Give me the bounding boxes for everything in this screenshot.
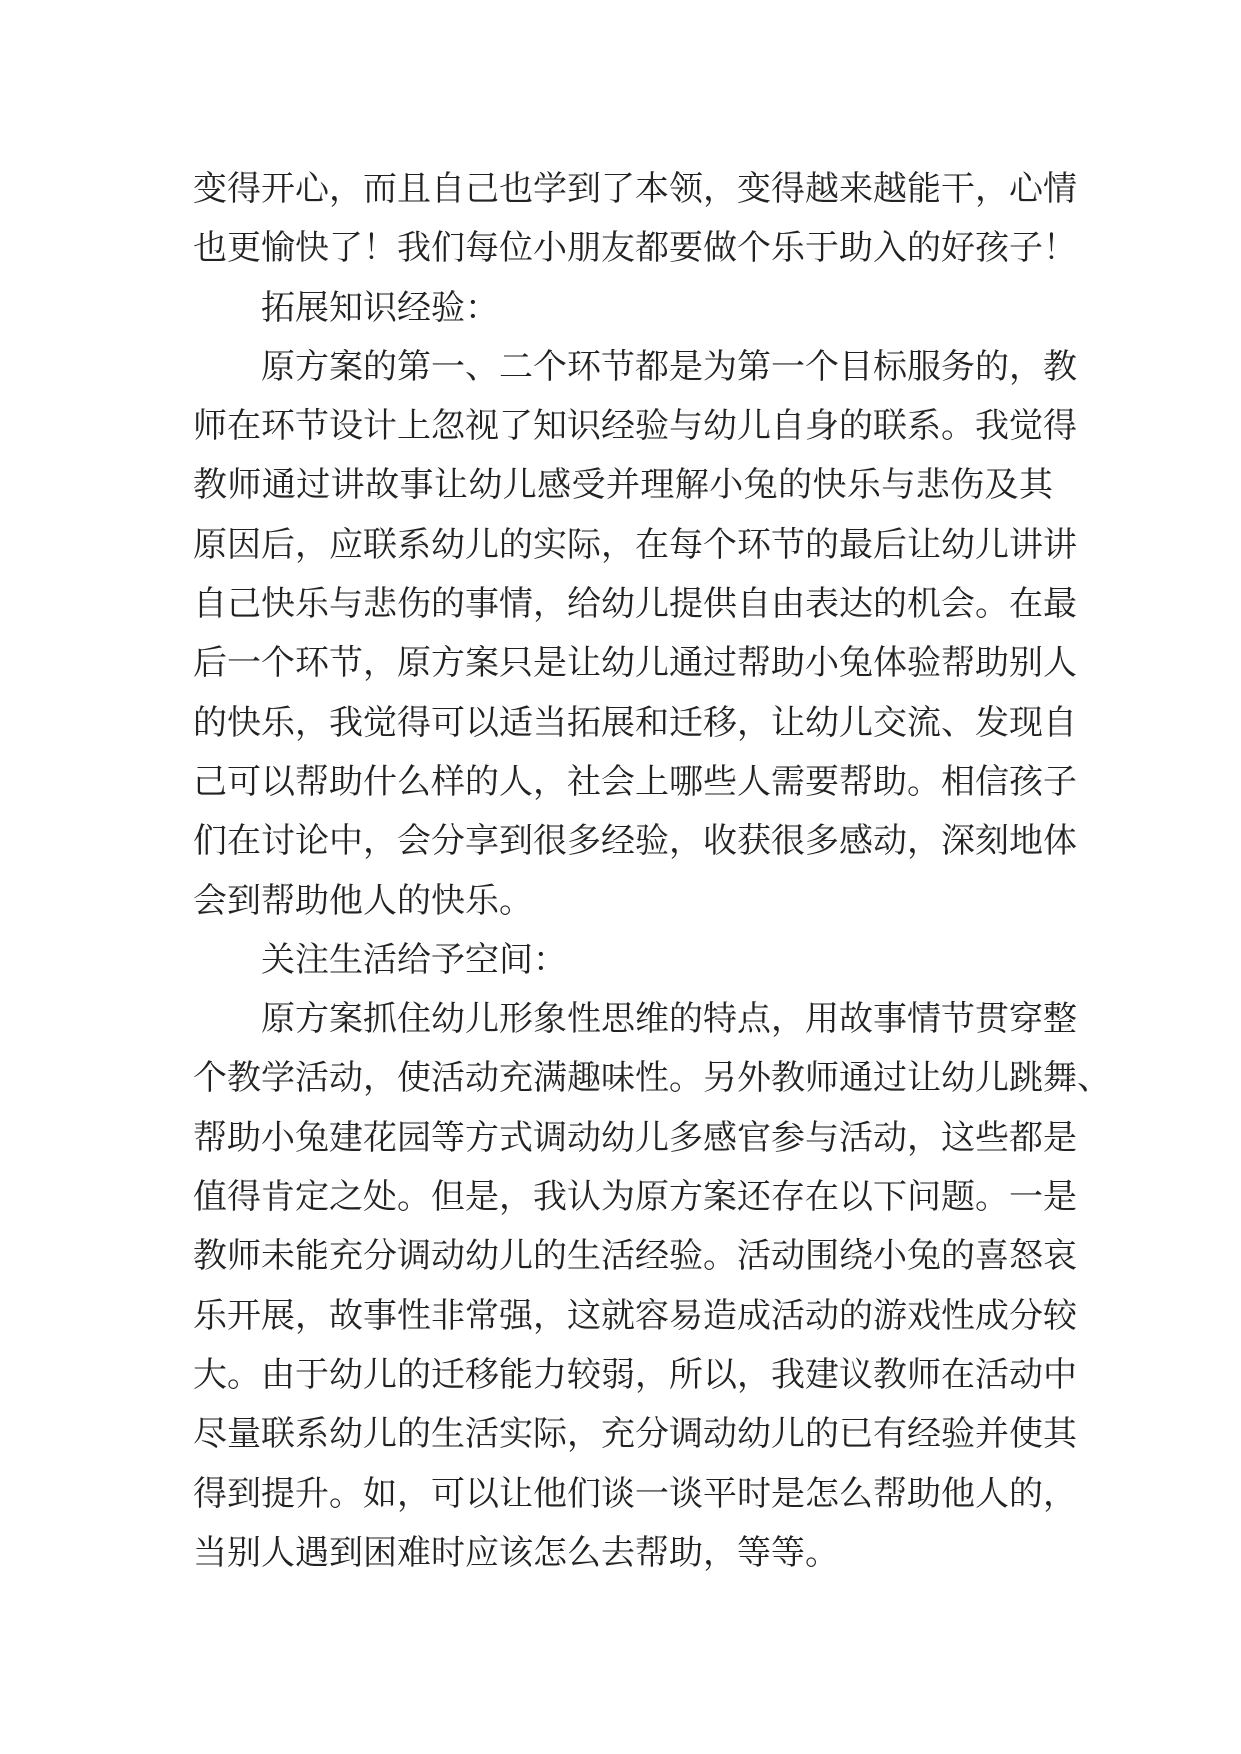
text-line: 后一个环节，原方案只是让幼儿通过帮助小兔体验帮助别人 [193,643,1077,684]
text-line: 大。由于幼儿的迁移能力较弱，所以，我建议教师在活动中 [193,1354,1077,1395]
text-line: 原方案抓住幼儿形象性思维的特点，用故事情节贯穿整 [261,999,1077,1040]
text-line: 得到提升。如，可以让他们谈一谈平时是怎么帮助他人的， [193,1473,1077,1514]
text-line: 教师通过讲故事让幼儿感受并理解小兔的快乐与悲伤及其 [193,465,1053,506]
text-line: 自己快乐与悲伤的事情，给幼儿提供自由表达的机会。在最 [193,584,1077,625]
text-line: 变得开心，而且自己也学到了本领，变得越来越能干，心情 [193,169,1077,209]
text-line: 们在讨论中，会分享到很多经验，收获很多感动，深刻地体 [193,821,1077,862]
text-line: 原因后，应联系幼儿的实际，在每个环节的最后让幼儿讲讲 [193,524,1077,565]
section-heading: 关注生活给予空间： [261,939,567,980]
text-line: 的快乐，我觉得可以适当拓展和迁移，让幼儿交流、发现自 [193,702,1077,743]
text-line: 当别人遇到困难时应该怎么去帮助，等等。 [193,1532,839,1573]
text-line: 值得肯定之处。但是，我认为原方案还存在以下问题。一是 [193,1177,1077,1218]
body-text [193,160,1111,1583]
text-line: 也更愉快了！我们每位小朋友都要做个乐于助入的好孩子！ [193,228,1077,269]
text-line: 原方案的第一、二个环节都是为第一个目标服务的，教 [261,346,1077,387]
text-line: 教师未能充分调动幼儿的生活经验。活动围绕小兔的喜怒哀 [193,1236,1077,1277]
text-line: 乐开展，故事性非常强，这就容易造成活动的游戏性成分较 [193,1295,1077,1336]
text-line: 会到帮助他人的快乐。 [193,880,533,921]
text-line: 尽量联系幼儿的生活实际，充分调动幼儿的已有经验并使其 [193,1414,1077,1455]
text-line: 师在环节设计上忽视了知识经验与幼儿自身的联系。我觉得 [193,406,1077,447]
section-heading: 拓展知识经验： [261,287,499,328]
text-line: 帮助小兔建花园等方式调动幼儿多感官参与活动，这些都是 [193,1117,1077,1158]
text-line: 己可以帮助什么样的人，社会上哪些人需要帮助。相信孩子 [193,761,1077,802]
text-line: 个教学活动，使活动充满趣味性。另外教师通过让幼儿跳舞、 [193,1058,1111,1099]
